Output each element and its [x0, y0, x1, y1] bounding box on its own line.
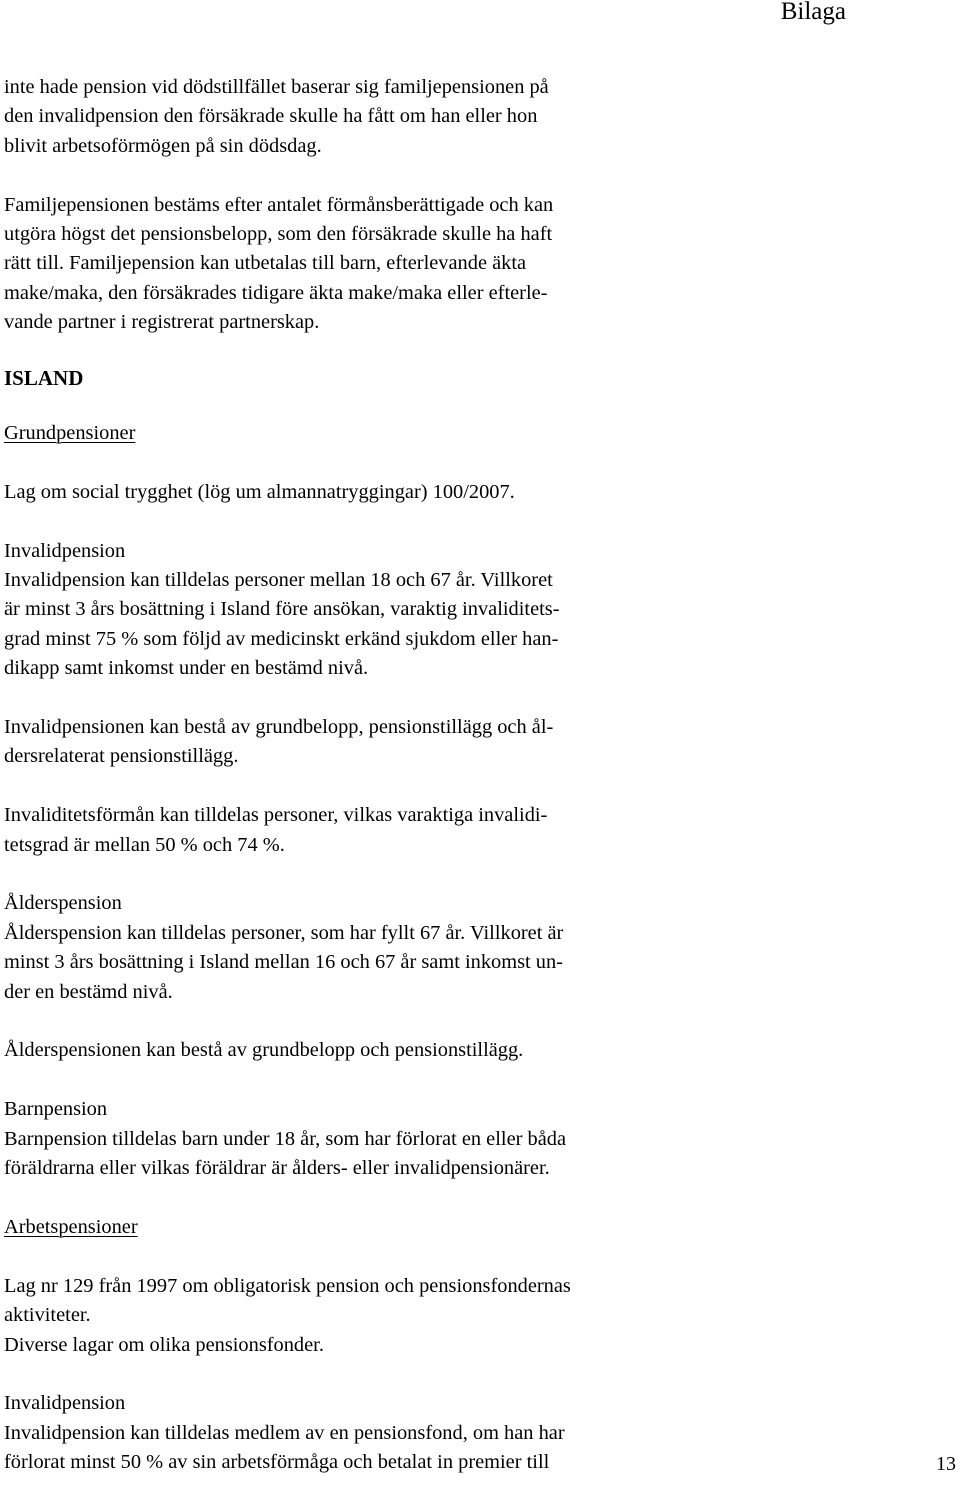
text-line: minst 3 års bosättning i Island mellan 16 och 67 år samt inkomst un- — [4, 951, 563, 974]
paragraph-law-reference — [4, 478, 724, 507]
text-line: dikapp samt inkomst under en bestämd nivå. — [4, 657, 369, 680]
document-body — [4, 73, 724, 1478]
paragraph-invalidpension — [4, 537, 724, 684]
text-line: Ålderspensionen kan bestå av grundbelopp och pensionstillägg. — [4, 1039, 524, 1062]
text-line: Barnpension tilldelas barn under 18 år, som har förlorat en eller båda — [4, 1127, 566, 1150]
text-line: Ålderspension kan tilldelas personer, som har fyllt 67 år. Villkoret är — [4, 921, 564, 944]
text-line: Familjepensionen bestäms efter antalet förmånsberättigade och kan — [4, 193, 554, 216]
text-line: den invalidpension den försäkrade skulle ha fått om han eller hon — [4, 105, 538, 128]
text-line: Diverse lagar om olika pensionsfonder. — [4, 1333, 324, 1356]
paragraph-alderspension — [4, 889, 724, 1007]
subheading-grundpensioner: Grundpensioner — [4, 422, 136, 445]
text-line: föräldrarna eller vilkas föräldrar är ålders- eller invalidpensionärer. — [4, 1157, 550, 1180]
page-number: 13 — [936, 1453, 956, 1475]
paragraph-family-pension-basis — [4, 73, 724, 161]
paragraph-invalidpension-components — [4, 713, 724, 772]
text-line: tetsgrad är mellan 50 % och 74 %. — [4, 833, 285, 856]
text-line: dersrelaterat pensionstillägg. — [4, 745, 239, 768]
text-line: inte hade pension vid dödstillfället baserar sig familjepensionen på — [4, 76, 549, 98]
text-line: Invalidpension kan tilldelas medlem av en pensionsfond, om han har — [4, 1421, 565, 1444]
page-header-label: Bilaga — [780, 0, 846, 25]
subheading-arbetspensioner: Arbetspensioner — [4, 1215, 138, 1238]
text-line: är minst 3 års bosättning i Island före ansökan, varaktig invaliditets- — [4, 598, 560, 621]
text-line: aktiviteter. — [4, 1304, 91, 1327]
text-line: make/maka, den försäkrades tidigare äkta make/maka eller efterle- — [4, 281, 548, 304]
item-title-barnpension: Barnpension — [4, 1098, 108, 1121]
text-line: utgöra högst det pensionsbelopp, som den försäkrade skulle ha haft — [4, 223, 553, 246]
text-line: Invalidpension kan tilldelas personer mellan 18 och 67 år. Villkoret — [4, 569, 553, 592]
paragraph-arbetspension-laws — [4, 1272, 724, 1360]
paragraph-invaliditetsforman — [4, 801, 724, 860]
item-title-invalidpension: Invalidpension — [4, 1392, 126, 1415]
text-line: Lag nr 129 från 1997 om obligatorisk pension och pensionsfondernas — [4, 1274, 571, 1297]
item-title-invalidpension: Invalidpension — [4, 539, 126, 562]
paragraph-barnpension — [4, 1095, 724, 1183]
text-line: förlorat minst 50 % av sin arbetsförmåga och betalat in premier till — [4, 1451, 550, 1474]
text-line: vande partner i registrerat partnerskap. — [4, 311, 320, 334]
text-line: Lag om social trygghet (lög um almannatryggingar) 100/2007. — [4, 480, 515, 503]
paragraph-alderspension-components — [4, 1036, 724, 1065]
item-title-alderspension: Ålderspension — [4, 892, 122, 915]
text-line: Invaliditetsförmån kan tilldelas personer, vilkas varaktiga invalidi- — [4, 804, 548, 827]
paragraph-family-pension-amount — [4, 191, 724, 338]
text-line: rätt till. Familjepension kan utbetalas till barn, efterlevande äkta — [4, 252, 527, 275]
text-line: blivit arbetsoförmögen på sin dödsdag. — [4, 134, 322, 157]
text-line: der en bestämd nivå. — [4, 980, 173, 1003]
section-heading-island: ISLAND — [4, 365, 84, 390]
paragraph-arbetspension-invalidpension — [4, 1389, 724, 1477]
text-line: grad minst 75 % som följd av medicinskt erkänd sjukdom eller han- — [4, 627, 559, 650]
text-line: Invalidpensionen kan bestå av grundbelopp, pensionstillägg och ål- — [4, 716, 554, 739]
